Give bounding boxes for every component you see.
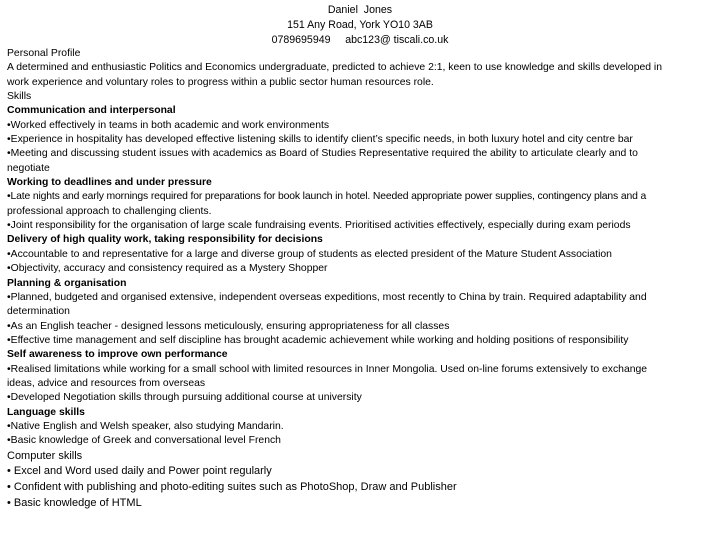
bullet-item: • Basic knowledge of HTML	[7, 496, 142, 509]
bullet-item: •Objectivity, accuracy and consistency required as a Mystery Shopper	[7, 263, 328, 275]
subheading-planning: Planning & organisation	[7, 277, 127, 289]
subheading-communication: Communication and interpersonal	[7, 105, 176, 117]
bullet-item: •Late nights and early mornings required for preparations for book launch in hotel. Needed appropriate power supplies, contingency plans and a	[7, 191, 647, 203]
bullet-item: •Developed Negotiation skills through pursuing additional course at university	[7, 392, 362, 404]
profile-text-line: work experience and voluntary roles to progress within a public sector human resources role.	[7, 76, 434, 88]
bullet-item: •Meeting and discussing student issues with academics as Board of Studies Representative required the ability to articulate clearly and to	[7, 148, 638, 160]
section-heading-skills: Skills	[7, 91, 32, 103]
bullet-item: •Effective time management and self discipline has brought academic achievement while working and holding positions of responsibility	[7, 334, 629, 346]
bullet-item: •Basic knowledge of Greek and conversational level French	[7, 435, 281, 447]
bullet-item-continuation: professional approach to challenging clients.	[7, 205, 212, 217]
profile-text-line: A determined and enthusiastic Politics and Economics undergraduate, predicted to achieve 2:1, keen to use knowledge and skills developed in	[7, 62, 663, 74]
bullet-item: • Confident with publishing and photo-editing suites such as PhotoShop, Draw and Publisher	[7, 480, 457, 493]
candidate-address: 151 Any Road, York YO10 3AB	[287, 19, 433, 31]
subheading-quality: Delivery of high quality work, taking responsibility for decisions	[7, 234, 323, 246]
bullet-item: •Realised limitations while working for a small school with limited resources in Inner Mongolia. Used on-line forums extensively to exchange	[7, 363, 648, 375]
bullet-item: •Accountable to and representative for a large and diverse group of students as elected president of the Mature Student Association	[7, 248, 612, 260]
bullet-item: •Joint responsibility for the organisation of large scale fundraising events. Prioritised activities effectively, especially during exam periods	[7, 220, 631, 232]
bullet-item-continuation: determination	[7, 306, 70, 318]
subheading-self-awareness: Self awareness to improve own performance	[7, 349, 228, 361]
candidate-name: Daniel Jones	[327, 4, 393, 16]
bullet-item: • Excel and Word used daily and Power point regularly	[7, 464, 272, 477]
bullet-item: •Planned, budgeted and organised extensive, independent overseas expeditions, most recently to China by train. Required adaptability and	[7, 291, 647, 303]
bullet-item: •Native English and Welsh speaker, also studying Mandarin.	[7, 420, 284, 432]
bullet-item: •Experience in hospitality has developed effective listening skills to identify client’s specific needs, in both luxury hotel and city centre bar	[7, 134, 633, 146]
subheading-language: Language skills	[7, 406, 85, 418]
bullet-item: •Worked effectively in teams in both academic and work environments	[7, 119, 330, 131]
subheading-computer: Computer skills	[7, 449, 83, 462]
cv-header	[0, 3, 720, 48]
bullet-item-continuation: negotiate	[7, 162, 50, 174]
bullet-item-continuation: ideas, advice and resources from overseas	[7, 377, 206, 389]
cv-body	[7, 47, 715, 511]
section-heading-personal-profile: Personal Profile	[7, 48, 81, 59]
subheading-deadlines: Working to deadlines and under pressure	[7, 177, 212, 189]
bullet-item: •As an English teacher - designed lessons meticulously, ensuring appropriateness for all classes	[7, 320, 450, 332]
candidate-contact: 0789695949 abc123@ tiscali.co.uk	[271, 34, 449, 46]
